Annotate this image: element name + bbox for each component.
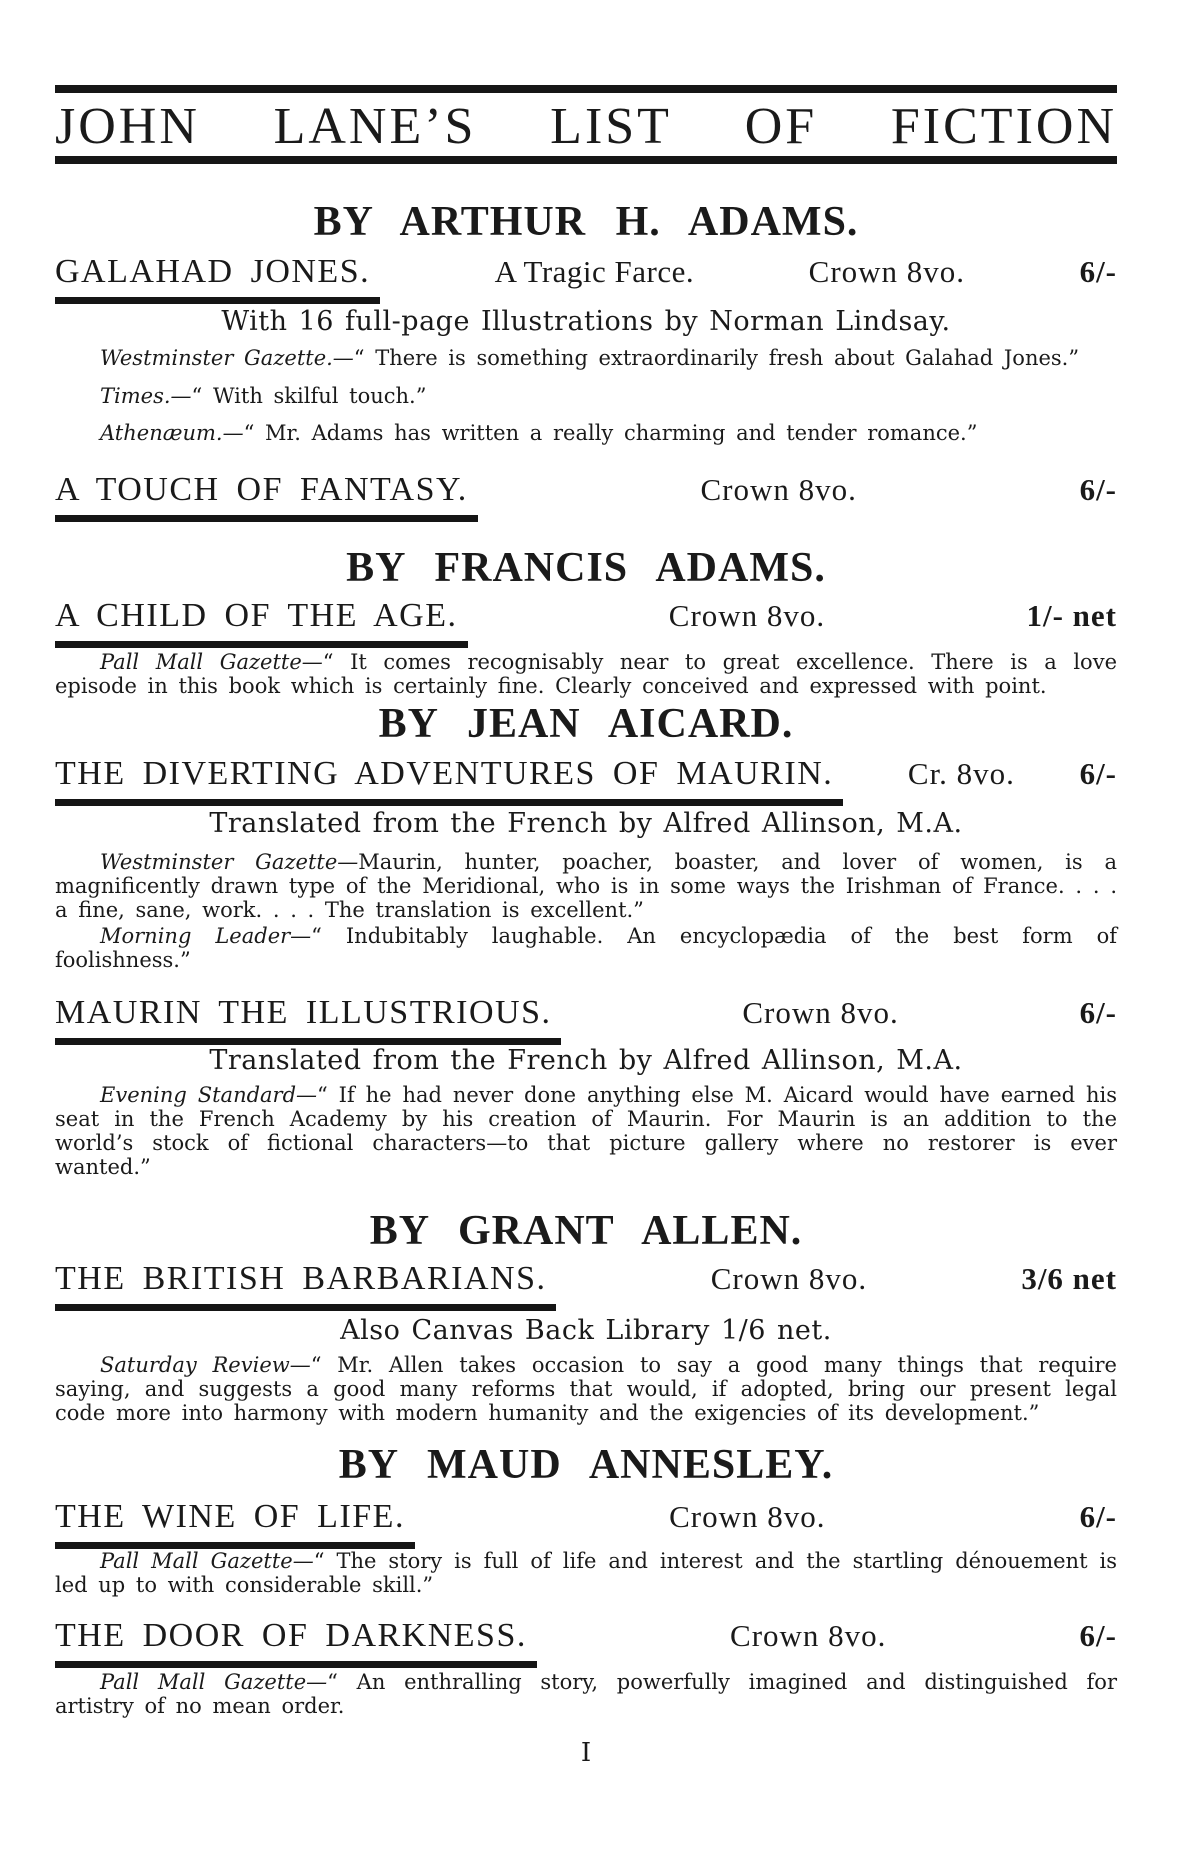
review-source: Pall Mall Gazette— [100,1549,314,1573]
book-title: THE DIVERTING ADVENTURES OF MAURIN. [55,753,843,806]
book-price: 6/- [1079,1499,1117,1534]
book-entry-galahad-jones [55,251,1117,304]
book-format: Crown 8vo. [742,995,899,1030]
review-text: “ There is something extraordinarily fresh about Galahad Jones.” [353,346,1080,370]
press-review [55,421,1117,445]
review-text: “ Indubitably laughable. An encyclopædia of the best form of foolishness.” [55,924,1117,972]
book-entry-wine-of-life [55,1496,1117,1549]
book-price: 3/6 net [1021,1261,1117,1296]
book-title: THE BRITISH BARBARIANS. [55,1258,556,1311]
review-source: Westminster Gazette.— [100,346,354,370]
top-rule [55,85,1117,93]
review-text: “ With skilful touch.” [191,384,427,408]
book-price: 6/- [1079,756,1117,791]
book-title: THE WINE OF LIFE. [55,1496,415,1549]
book-entry-door-of-darkness [55,1615,1117,1668]
author-heading-annesley: BY MAUD ANNESLEY. [338,1442,834,1488]
book-title: A TOUCH OF FANTASY. [55,469,478,522]
author-heading-adams-francis: BY FRANCIS ADAMS. [346,545,826,591]
catalog-page [55,85,1117,1768]
press-review [55,650,1117,698]
book-format: Crown 8vo. [669,1499,826,1534]
book-title: MAURIN THE ILLUSTRIOUS. [55,992,561,1045]
book-price: 6/- [1079,1618,1117,1653]
book-format: Crown 8vo. [730,1618,887,1653]
book-entry-diverting-adventures [55,753,1117,806]
book-format: Cr. 8vo. [907,756,1015,791]
masthead-title: JOHN LANE’S LIST OF FICTION [55,98,1117,155]
review-source: Saturday Review— [100,1353,311,1377]
review-text: “ It comes recognisably near to great excellence. There is a love episode in this book which is certainly fine. Clearly conceived and expressed with point. [55,650,1117,698]
press-review [55,1353,1117,1425]
author-heading-allen: BY GRANT ALLEN. [369,1208,803,1254]
book-format: Crown 8vo. [710,1261,868,1296]
book-note: Translated from the French by Alfred Allinson, M.A. [209,808,963,839]
book-title: A CHILD OF THE AGE. [55,595,468,648]
book-note: Translated from the French by Alfred Allinson, M.A. [209,1045,963,1076]
book-entry-maurin-illustrious [55,992,1117,1045]
book-format: Crown 8vo. [700,472,857,507]
review-source: Pall Mall Gazette— [100,1670,328,1694]
book-note: With 16 full-page Illustrations by Norman Lindsay. [221,306,951,337]
masthead-rule [55,156,1117,164]
author-heading-adams-arthur: BY ARTHUR H. ADAMS. [313,199,859,245]
review-text: “ Mr. Allen takes occasion to say a good many things that require saying, and suggests a good many reforms that would, if adopted, bring our present legal code more into harmony with modern humanity and the exigencies of its development.” [55,1353,1117,1425]
book-note: Also Canvas Back Library 1/6 net. [340,1315,832,1346]
press-review [55,1083,1117,1179]
review-source: Athenæum.— [100,421,244,445]
press-review [55,924,1117,972]
author-heading-aicard: BY JEAN AICARD. [378,701,794,747]
book-format: Crown 8vo. [808,254,966,289]
book-price: 6/- [1079,254,1117,289]
book-entry-british-barbarians [55,1258,1117,1311]
book-format: Crown 8vo. [668,598,826,633]
press-review [55,384,1117,408]
book-title: THE DOOR OF DARKNESS. [55,1615,537,1668]
review-source: Westminster Gazette— [100,850,359,874]
book-price: 6/- [1079,995,1117,1030]
review-text: “ An enthralling story, powerfully imagined and distinguished for artistry of no mean order. [55,1670,1117,1718]
press-review [55,850,1117,922]
review-source: Times.— [100,384,192,408]
press-review [55,346,1117,370]
book-price: 1/- net [1026,598,1117,633]
review-text: Maurin, hunter, poacher, boaster, and lover of women, is a magnificently drawn type of the Meridional, who is in some ways the Irishman of France. . . . a fine, sane, work. . . . The translation is excellent.” [55,850,1117,922]
signature-mark: I [580,1738,592,1768]
review-source: Pall Mall Gazette— [100,650,323,674]
book-title: GALAHAD JONES. [55,251,380,304]
book-entry-touch-of-fantasy [55,469,1117,522]
review-source: Morning Leader— [100,924,312,948]
review-text: “ If he had never done anything else M. Aicard would have earned his seat in the French Academy by his creation of Maurin. For Maurin is an addition to the world’s stock of fictional characters—to that picture gallery where no restorer is ever wanted.” [55,1083,1117,1179]
press-review [55,1549,1117,1597]
review-text: “ The story is full of life and interest and the startling dénouement is led up to with considerable skill.” [55,1549,1117,1597]
review-text: “ Mr. Adams has written a really charming and tender romance.” [243,421,978,445]
book-subtitle: A Tragic Farce. [494,254,695,289]
press-review [55,1670,1117,1718]
book-price: 6/- [1079,472,1117,507]
book-entry-child-of-the-age [55,595,1117,648]
review-source: Evening Standard— [100,1083,318,1107]
